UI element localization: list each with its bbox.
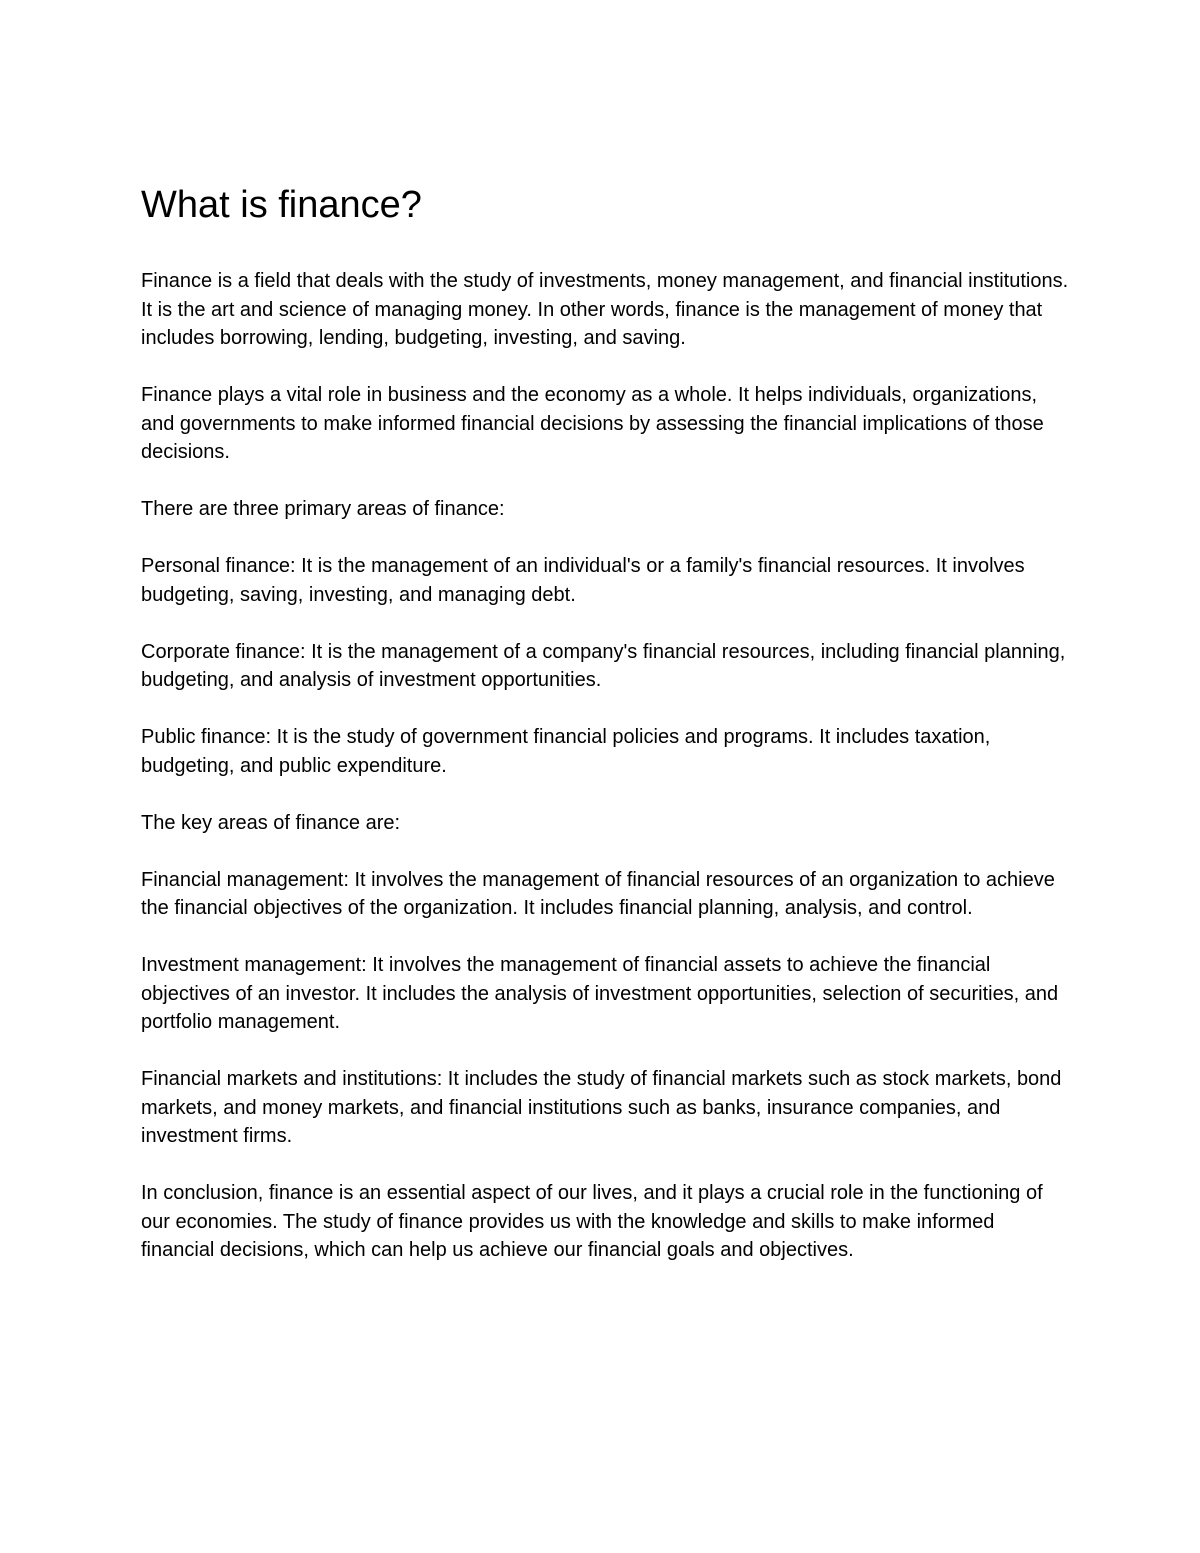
document-content	[141, 182, 1071, 1293]
paragraph-primary-areas-heading: There are three primary areas of finance:	[141, 498, 505, 520]
paragraph-financial-markets: Financial markets and institutions: It includes the study of financial markets such as stock markets, bond markets, and money markets, and financial institutions such as banks, insurance companies, and investment firms.	[141, 1068, 1062, 1147]
paragraph-key-areas-heading: The key areas of finance are:	[141, 811, 401, 834]
paragraph-conclusion: In conclusion, finance is an essential aspect of our lives, and it plays a crucial role in the functioning of our economies. The study of finance provides us with the knowledge and skills to make informed financial decisions, which can help us achieve our financial goals and objectives.	[141, 1182, 1043, 1261]
paragraph-financial-management: Financial management: It involves the management of financial resources of an organization to achieve the financial objectives of the organization. It includes financial planning, analysis, and control.	[141, 868, 1055, 919]
paragraph-personal-finance: Personal finance: It is the management of an individual's or a family's financial resources. It involves budgeting, saving, investing, and managing debt.	[141, 555, 1025, 606]
paragraph-role: Finance plays a vital role in business and the economy as a whole. It helps individuals, organizations, and governments to make informed financial decisions by assessing the financial implications of those decisions.	[141, 384, 1044, 463]
paragraph-intro: Finance is a field that deals with the study of investments, money management, and financial institutions. It is the art and science of managing money. In other words, finance is the management of money that includes borrowing, lending, budgeting, investing, and saving.	[141, 270, 1069, 349]
page-title: What is finance?	[141, 184, 422, 226]
document-body	[141, 267, 1071, 1265]
paragraph-corporate-finance: Corporate finance: It is the management of a company's financial resources, including financial planning, budgeting, and analysis of investment opportunities.	[141, 640, 1066, 691]
paragraph-investment-management: Investment management: It involves the management of financial assets to achieve the financial objectives of an investor. It includes the analysis of investment opportunities, selection of securities, and portfolio management.	[141, 954, 1059, 1033]
paragraph-public-finance: Public finance: It is the study of government financial policies and programs. It includes taxation, budgeting, and public expenditure.	[141, 726, 991, 777]
